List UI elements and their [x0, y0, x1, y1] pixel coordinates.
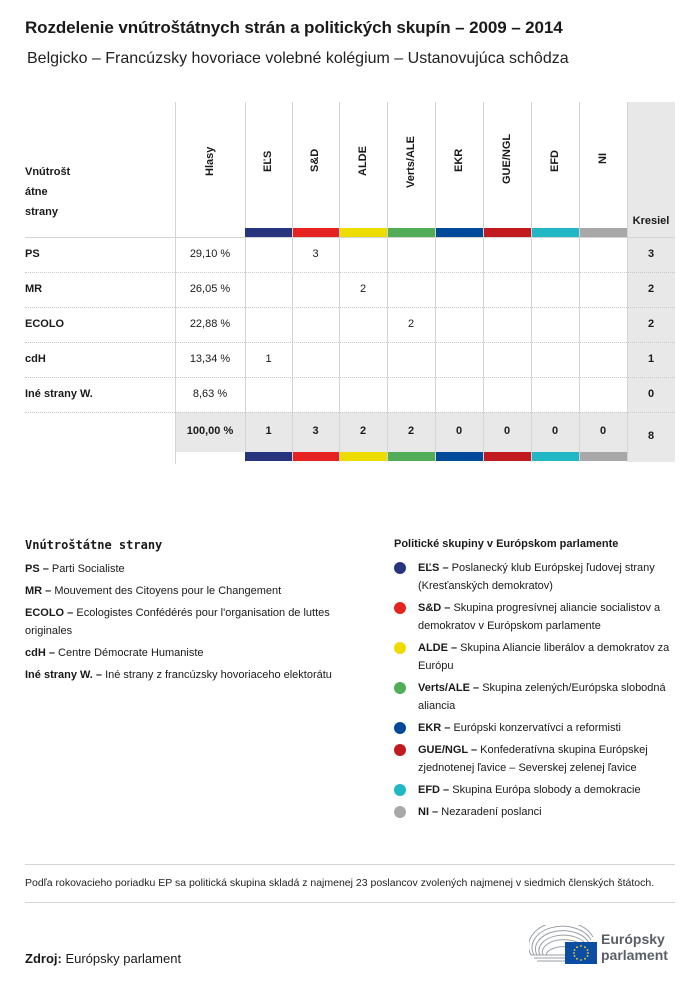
color-bar-epp [245, 228, 292, 237]
legend-abbr: ALDE – [418, 642, 458, 654]
color-dot-icon [394, 562, 406, 574]
legend-name: Centre Démocrate Humaniste [54, 647, 204, 659]
group-header-ekr: EKR [453, 148, 465, 172]
legend-item [394, 719, 684, 737]
color-bar-sd [293, 228, 339, 237]
legend-item [394, 679, 684, 715]
votes-column-header: Hlasy [204, 146, 216, 176]
logo-line: Európsky [601, 931, 665, 947]
group-total: 0 [551, 425, 559, 437]
legend-item [25, 582, 365, 600]
color-bar-ekr [436, 452, 483, 461]
seat-total: 2 [647, 318, 655, 330]
group-total: 0 [599, 425, 607, 437]
divider [435, 102, 436, 462]
color-dot-icon [394, 642, 406, 654]
votes-value: 29,10 % [189, 248, 231, 260]
group-header-ni: NI [597, 153, 609, 164]
legend-item [394, 559, 684, 595]
color-dot-icon [394, 744, 406, 756]
legend-name: Európski konzervatívci a reformisti [450, 722, 621, 734]
grand-total: 8 [647, 430, 655, 442]
page-title: Rozdelenie vnútroštátnych strán a politických skupín – 2009 – 2014 [25, 18, 563, 37]
group-header-efd: EFD [549, 150, 561, 172]
votes-value: 22,88 % [189, 318, 231, 330]
source [25, 951, 181, 966]
divider [245, 102, 246, 462]
legend-name: Skupina Európa slobody a demokracie [449, 784, 641, 796]
header-line: átne [25, 186, 48, 198]
color-bar-verts [388, 228, 435, 237]
page-subtitle: Belgicko – Francúzsky hovoriace volebné kolégium – Ustanovujúca schôdza [27, 50, 569, 67]
legend-name: Nezaradení poslanci [438, 806, 542, 818]
footnote: Podľa rokovacieho poriadku EP sa politická skupina skladá z najmenej 23 poslancov zvolených najmenej v siedmich členských štátoch. [25, 864, 675, 903]
color-dot-icon [394, 806, 406, 818]
political-groups-legend [394, 538, 684, 825]
legend-item [25, 666, 365, 684]
color-bar-efd [532, 228, 579, 237]
legend-item [394, 803, 684, 821]
seat-value: 1 [265, 353, 272, 365]
color-bar-sd [293, 452, 339, 461]
legend-abbr: EKR – [418, 722, 451, 734]
seat-total: 2 [647, 283, 655, 295]
divider [387, 102, 388, 462]
legend-abbr: Iné strany W. – [25, 669, 103, 681]
votes-value: 26,05 % [189, 283, 231, 295]
legend-name: Parti Socialiste [48, 563, 125, 575]
legend-name: Skupina zelených/Európska slobodná aliancia [418, 682, 666, 712]
seat-value: 2 [407, 318, 415, 330]
group-total: 2 [359, 425, 367, 437]
group-total: 0 [503, 425, 511, 437]
legend-item [394, 599, 684, 635]
legend-item [394, 741, 684, 777]
color-bar-ekr [436, 228, 483, 237]
seat-value [387, 237, 435, 272]
header-line: strany [25, 206, 59, 218]
party-column-header [25, 162, 175, 222]
seat-total: 3 [647, 248, 655, 260]
european-parliament-logo [529, 925, 679, 969]
votes-value: 13,34 % [189, 353, 231, 365]
color-bar-gue [484, 452, 531, 461]
legend-name: Poslanecký klub Európskej ľudovej strany (Kresťanských demokratov) [418, 562, 655, 592]
group-header-sd: S&D [309, 148, 321, 172]
color-bar-ni [580, 452, 627, 461]
legend-title: Politické skupiny v Európskom parlamente [394, 538, 619, 550]
legend-abbr: S&D – [418, 602, 451, 614]
hemicycle-icon [529, 925, 599, 965]
seat-value: 3 [312, 248, 319, 260]
legend-abbr: NI – [418, 806, 439, 818]
seat-total: 1 [647, 353, 655, 365]
legend-name: Konfederatívna skupina Európskej zjednotenej ľavice – Severskej zelenej ľavice [418, 744, 648, 774]
legend-abbr: cdH – [25, 647, 55, 659]
legend-item [25, 644, 365, 662]
legend-abbr: EĽS – [418, 562, 449, 574]
group-total: 2 [407, 425, 415, 437]
legend-item [25, 560, 365, 578]
party-name: cdH [25, 353, 46, 365]
color-bar-ni [580, 228, 627, 237]
group-header-epp: EĽS [262, 150, 274, 172]
color-bar-verts [388, 452, 435, 461]
votes-total: 100,00 % [186, 425, 234, 437]
legend-name: Iné strany z francúzsky hovoriaceho elektorátu [102, 669, 332, 681]
seat-distribution-table [25, 102, 675, 464]
party-name: PS [25, 248, 40, 260]
row-divider [25, 412, 675, 413]
divider [483, 102, 484, 462]
legend-name: Skupina progresívnej aliancie socialistov a demokratov v Európskom parlamente [418, 602, 661, 632]
legend-abbr: ECOLO – [25, 607, 74, 619]
logo-line: parlament [601, 947, 668, 963]
legend-abbr: Verts/ALE – [418, 682, 480, 694]
group-header-gue: GUE/NGL [501, 133, 513, 184]
seat-value [245, 237, 292, 272]
legend-abbr: PS – [25, 563, 49, 575]
seat-total: 0 [647, 388, 655, 400]
color-bar-gue [484, 228, 531, 237]
legend-abbr: GUE/NGL – [418, 744, 478, 756]
legend-name: Skupina Aliancie liberálov a demokratov za Európu [418, 642, 670, 672]
divider [292, 102, 293, 462]
divider [579, 102, 580, 462]
legend-abbr: EFD – [418, 784, 450, 796]
color-bar-efd [532, 452, 579, 461]
color-bar-epp [245, 452, 292, 461]
group-total: 1 [265, 425, 272, 437]
color-dot-icon [394, 602, 406, 614]
color-dot-icon [394, 682, 406, 694]
seats-column-header: Kresiel [632, 215, 670, 227]
legend-name: Mouvement des Citoyens pour le Changement [51, 585, 282, 597]
source-label: Zdroj: [25, 951, 62, 966]
seat-value [339, 237, 387, 272]
party-name: MR [25, 283, 43, 295]
legend-item [394, 781, 684, 799]
party-name: ECOLO [25, 318, 65, 330]
party-name: Iné strany W. [25, 388, 93, 400]
header-line: Vnútrošt [25, 166, 71, 178]
color-bar-alde [340, 228, 387, 237]
legend-name: Ecologistes Confédérés pour l'organisation de luttes originales [25, 607, 330, 637]
legend-title: Vnútroštátne strany [25, 538, 163, 552]
group-total: 3 [312, 425, 319, 437]
legend-item [25, 604, 365, 640]
source-value: Európsky parlament [61, 951, 182, 966]
legend-item [394, 639, 684, 675]
votes-value: 8,63 % [192, 388, 228, 400]
group-total: 0 [455, 425, 463, 437]
color-dot-icon [394, 722, 406, 734]
group-header-alde: ALDE [357, 146, 369, 176]
logo-text [601, 931, 668, 963]
seat-value: 2 [359, 283, 367, 295]
group-header-verts: Verts/ALE [405, 136, 417, 188]
divider [531, 102, 532, 462]
color-bar-alde [340, 452, 387, 461]
color-dot-icon [394, 784, 406, 796]
legend-abbr: MR – [25, 585, 52, 597]
national-parties-legend [25, 538, 365, 688]
